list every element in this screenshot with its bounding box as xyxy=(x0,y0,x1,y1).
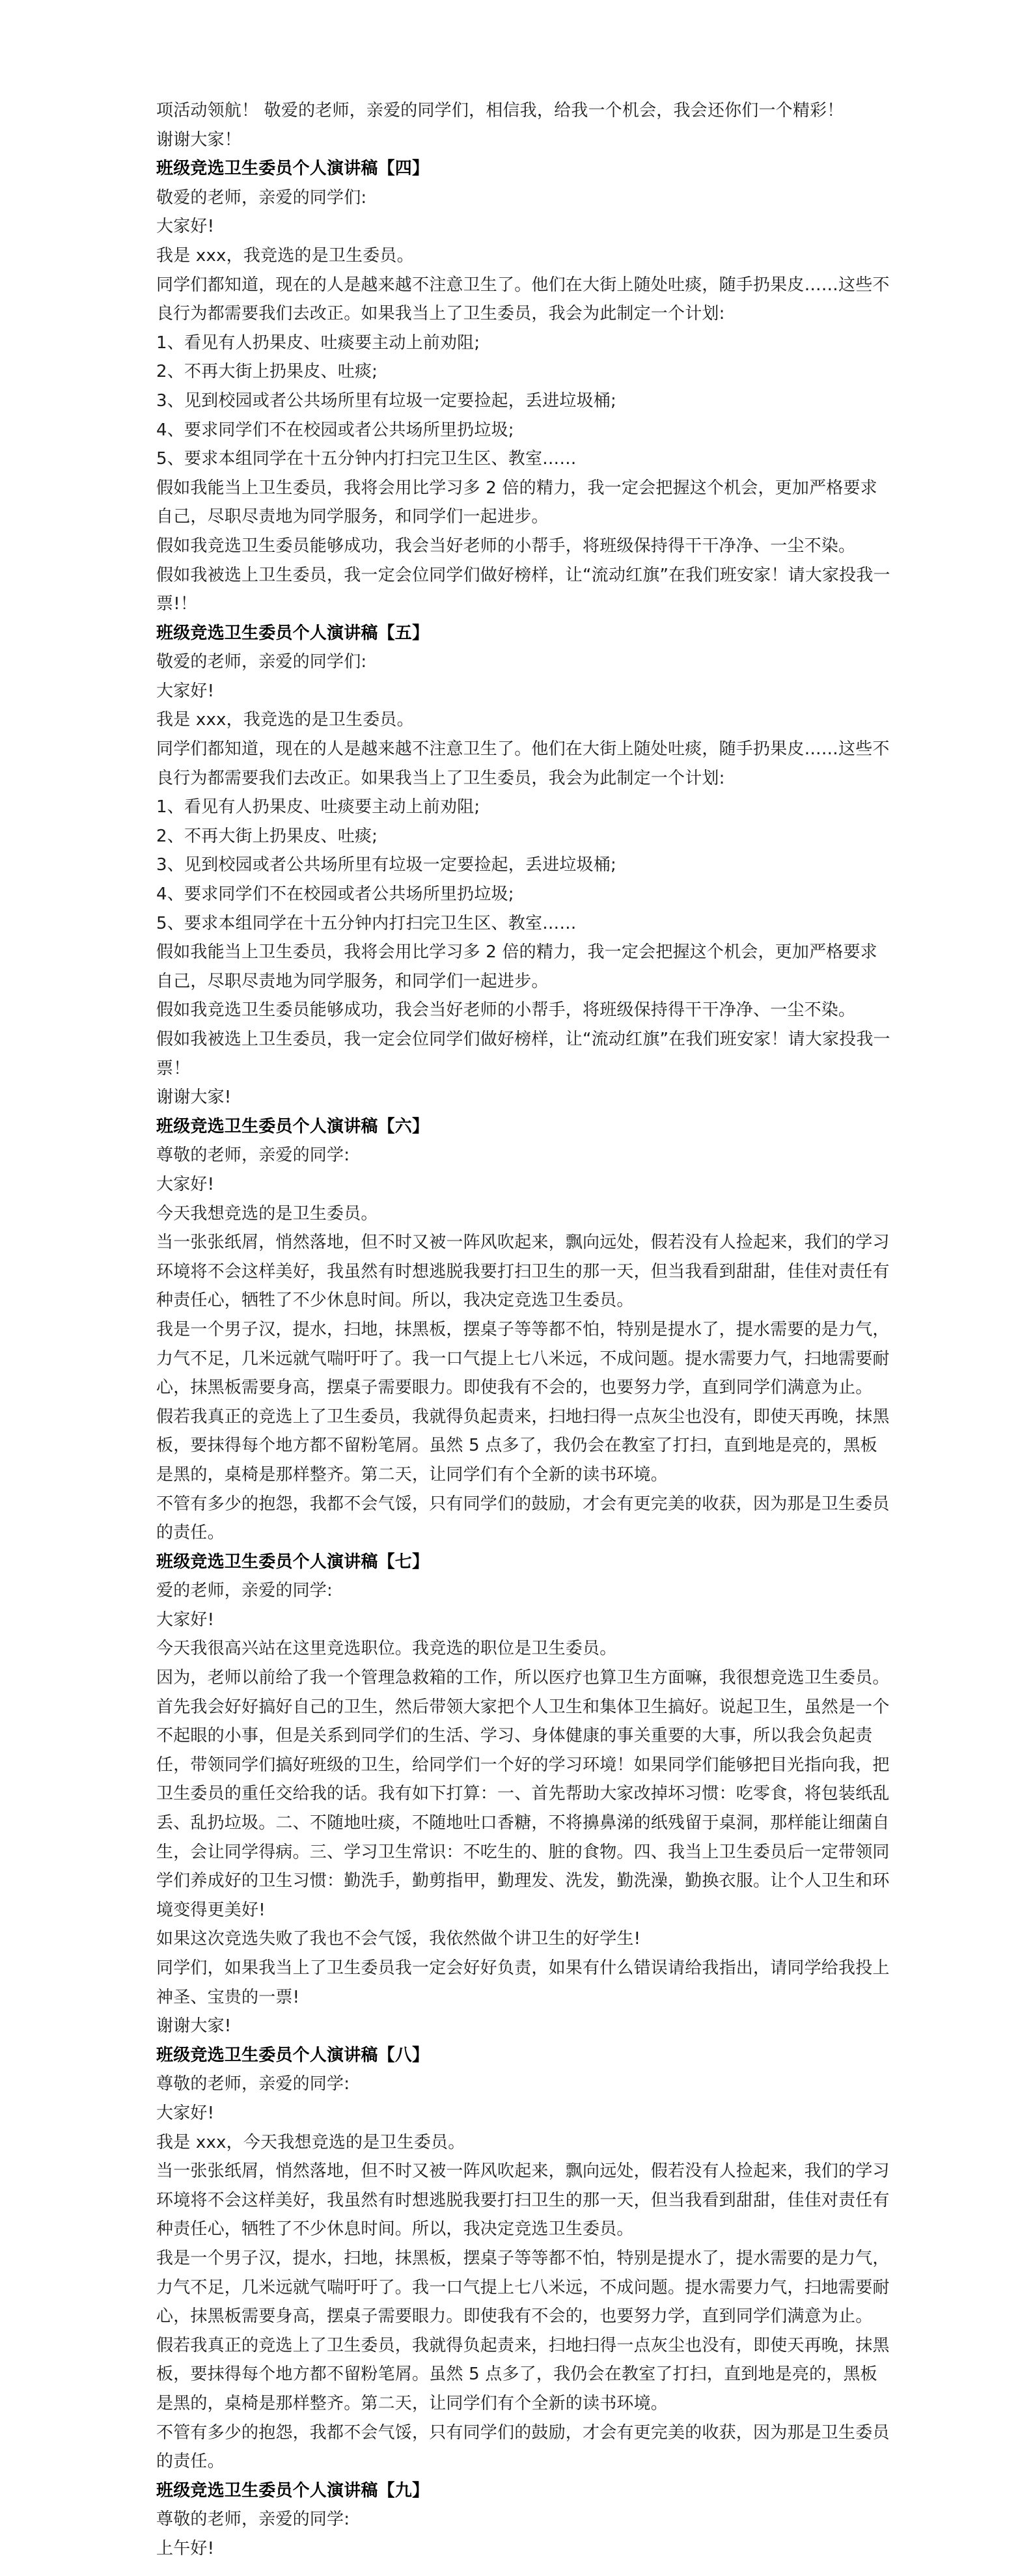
section-heading: 班级竞选卫生委员个人演讲稿【八】 xyxy=(156,2045,430,2065)
paragraph: 我是一个男子汉，提水，扫地，抹黑板，摆桌子等等都不怕，特别是提水了，提水需要的是力气，力气不足，几米远就气喘吁吁了。我一口气提上七八米远，不成问题。提水需要力气，扫地需要耐心，抹黑板需要身高，摆桌子需要眼力。即使我有不会的，也要努力学，直到同学们满意为止。 xyxy=(156,2248,890,2327)
paragraph: 大家好! xyxy=(156,1610,215,1630)
paragraph: 假如我竞选卫生委员能够成功，我会当好老师的小帮手，将班级保持得干干净净、一尘不染。 xyxy=(156,536,856,556)
paragraph: 3、见到校园或者公共场所里有垃圾一定要捡起，丢进垃圾桶; xyxy=(156,855,616,875)
paragraph: 5、要求本组同学在十五分钟内打扫完卫生区、教室…… xyxy=(156,449,577,469)
paragraph: 3、见到校园或者公共场所里有垃圾一定要捡起，丢进垃圾桶; xyxy=(156,391,616,411)
paragraph: 假若我真正的竞选上了卫生委员，我就得负起责来，扫地扫得一点灰尘也没有，即使天再晚，抹黑板，要抹得每个地方都不留粉笔屑。虽然 5 点多了，我仍会在教室了打扫，直到地是亮的，黑板是黑的，桌椅是那样整齐。第二天，让同学们有个全新的读书环境。 xyxy=(156,1406,890,1485)
section-heading: 班级竞选卫生委员个人演讲稿【九】 xyxy=(156,2480,430,2501)
paragraph: 同学们，如果我当上了卫生委员我一定会好好负责，如果有什么错误请给我指出，请同学给我投上神圣、宝贵的一票! xyxy=(156,1958,890,2007)
section-heading: 班级竞选卫生委员个人演讲稿【七】 xyxy=(156,1552,430,1572)
paragraph: 项活动领航！ 敬爱的老师，亲爱的同学们，相信我，给我一个机会，我会还你们一个精彩！ xyxy=(156,101,844,120)
paragraph: 如果这次竞选失败了我也不会气馁，我依然做个讲卫生的好学生! xyxy=(156,1929,641,1949)
document-body xyxy=(156,96,892,2563)
paragraph: 大家好! xyxy=(156,217,215,237)
paragraph: 尊敬的老师，亲爱的同学: xyxy=(156,2510,350,2530)
paragraph: 1、看见有人扔果皮、吐痰要主动上前劝阻; xyxy=(156,333,480,353)
paragraph: 不管有多少的抱怨，我都不会气馁，只有同学们的鼓励，才会有更完美的收获，因为那是卫生委员的责任。 xyxy=(156,1494,890,1543)
paragraph: 上午好! xyxy=(156,2538,215,2558)
section-heading: 班级竞选卫生委员个人演讲稿【六】 xyxy=(156,1116,430,1136)
paragraph: 2、不再大街上扔果皮、吐痰; xyxy=(156,826,378,846)
paragraph: 假若我真正的竞选上了卫生委员，我就得负起责来，扫地扫得一点灰尘也没有，即使天再晚，抹黑板，要抹得每个地方都不留粉笔屑。虽然 5 点多了，我仍会在教室了打扫，直到地是亮的，黑板是黑的，桌椅是那样整齐。第二天，让同学们有个全新的读书环境。 xyxy=(156,2335,890,2413)
paragraph: 我是 xxx，我竞选的是卫生委员。 xyxy=(156,710,414,730)
paragraph: 大家好! xyxy=(156,1174,215,1194)
paragraph: 谢谢大家! xyxy=(156,1088,232,1108)
paragraph: 首先我会好好搞好自己的卫生，然后带领大家把个人卫生和集体卫生搞好。说起卫生，虽然是一个不起眼的小事，但是关系到同学们的生活、学习、身体健康的事关重要的大事，所以我会负起责任，带领同学们搞好班级的卫生，给同学们一个好的学习环境！如果同学们能够把目光指向我，把卫生委员的重任交给我的话。我有如下打算：一、首先帮助大家改掉坏习惯：吃零食，将包装纸乱丢、乱扔垃圾。二、不随地吐痰，不随地吐口香糖，不将擤鼻涕的纸残留于桌洞，那样能让细菌自生，会让同学得病。三、学习卫生常识：不吃生的、脏的食物。四、我当上卫生委员后一定带领同学们养成好的卫生习惯：勤洗手，勤剪指甲，勤理发、洗发，勤洗澡，勤换衣服。让个人卫生和环境变得更美好! xyxy=(156,1697,890,1920)
paragraph: 大家好! xyxy=(156,2103,215,2123)
paragraph: 2、不再大街上扔果皮、吐痰; xyxy=(156,362,378,382)
section-heading: 班级竞选卫生委员个人演讲稿【四】 xyxy=(156,159,430,179)
paragraph: 今天我很高兴站在这里竞选职位。我竞选的职位是卫生委员。 xyxy=(156,1639,617,1659)
paragraph: 大家好! xyxy=(156,681,215,701)
paragraph: 假如我被选上卫生委员，我一定会位同学们做好榜样，让“流动红旗”在我们班安家！请大家投我一票!！ xyxy=(156,565,890,614)
paragraph: 我是 xxx，我竞选的是卫生委员。 xyxy=(156,245,414,266)
paragraph: 尊敬的老师，亲爱的同学: xyxy=(156,2074,350,2094)
paragraph: 4、要求同学们不在校园或者公共场所里扔垃圾; xyxy=(156,884,514,905)
paragraph: 我是 xxx，今天我想竞选的是卫生委员。 xyxy=(156,2132,465,2152)
paragraph: 当一张张纸屑，悄然落地，但不时又被一阵风吹起来，飘向远处，假若没有人捡起来，我们的学习环境将不会这样美好，我虽然有时想逃脱我要打扫卫生的那一天，但当我看到甜甜，佳佳对责任有种责任心，牺牲了不少休息时间。所以，我决定竞选卫生委员。 xyxy=(156,2161,890,2240)
paragraph: 假如我竞选卫生委员能够成功，我会当好老师的小帮手，将班级保持得干干净净、一尘不染。 xyxy=(156,1000,856,1021)
paragraph: 同学们都知道，现在的人是越来越不注意卫生了。他们在大街上随处吐痰，随手扔果皮……这些不良行为都需要我们去改正。如果我当上了卫生委员，我会为此制定一个计划: xyxy=(156,275,890,324)
paragraph: 我是一个男子汉，提水，扫地，抹黑板，摆桌子等等都不怕，特别是提水了，提水需要的是力气，力气不足，几米远就气喘吁吁了。我一口气提上七八米远，不成问题。提水需要力气，扫地需要耐心，抹黑板需要身高，摆桌子需要眼力。即使我有不会的，也要努力学，直到同学们满意为止。 xyxy=(156,1319,890,1398)
paragraph: 假如我能当上卫生委员，我将会用比学习多 2 倍的精力，我一定会把握这个机会，更加严格要求自己，尽职尽责地为同学服务，和同学们一起进步。 xyxy=(156,942,877,991)
paragraph: 今天我想竞选的是卫生委员。 xyxy=(156,1203,378,1224)
paragraph: 当一张张纸屑，悄然落地，但不时又被一阵风吹起来，飘向远处，假若没有人捡起来，我们的学习环境将不会这样美好，我虽然有时想逃脱我要打扫卫生的那一天，但当我看到甜甜，佳佳对责任有种责任心，牺牲了不少休息时间。所以，我决定竞选卫生委员。 xyxy=(156,1233,890,1311)
paragraph: 假如我能当上卫生委员，我将会用比学习多 2 倍的精力，我一定会把握这个机会，更加严格要求自己，尽职尽责地为同学服务，和同学们一起进步。 xyxy=(156,478,877,527)
paragraph: 尊敬的老师，亲爱的同学: xyxy=(156,1145,350,1166)
paragraph: 4、要求同学们不在校园或者公共场所里扔垃圾; xyxy=(156,420,514,440)
paragraph: 敬爱的老师，亲爱的同学们: xyxy=(156,187,367,208)
paragraph: 假如我被选上卫生委员，我一定会位同学们做好榜样，让“流动红旗”在我们班安家！请大家投我一票！ xyxy=(156,1030,890,1078)
paragraph: 敬爱的老师，亲爱的同学们: xyxy=(156,652,367,672)
paragraph: 爱的老师，亲爱的同学: xyxy=(156,1581,333,1601)
paragraph: 谢谢大家！ xyxy=(156,130,242,150)
paragraph: 谢谢大家! xyxy=(156,2016,232,2036)
paragraph: 1、看见有人扔果皮、吐痰要主动上前劝阻; xyxy=(156,797,480,817)
paragraph: 5、要求本组同学在十五分钟内打扫完卫生区、教室…… xyxy=(156,913,577,933)
paragraph: 因为，老师以前给了我一个管理急救箱的工作，所以医疗也算卫生方面嘛，我很想竞选卫生委员。 xyxy=(156,1668,890,1688)
paragraph: 同学们都知道，现在的人是越来越不注意卫生了。他们在大街上随处吐痰，随手扔果皮……这些不良行为都需要我们去改正。如果我当上了卫生委员，我会为此制定一个计划: xyxy=(156,739,890,788)
paragraph: 不管有多少的抱怨，我都不会气馁，只有同学们的鼓励，才会有更完美的收获，因为那是卫生委员的责任。 xyxy=(156,2422,890,2472)
section-heading: 班级竞选卫生委员个人演讲稿【五】 xyxy=(156,623,430,643)
